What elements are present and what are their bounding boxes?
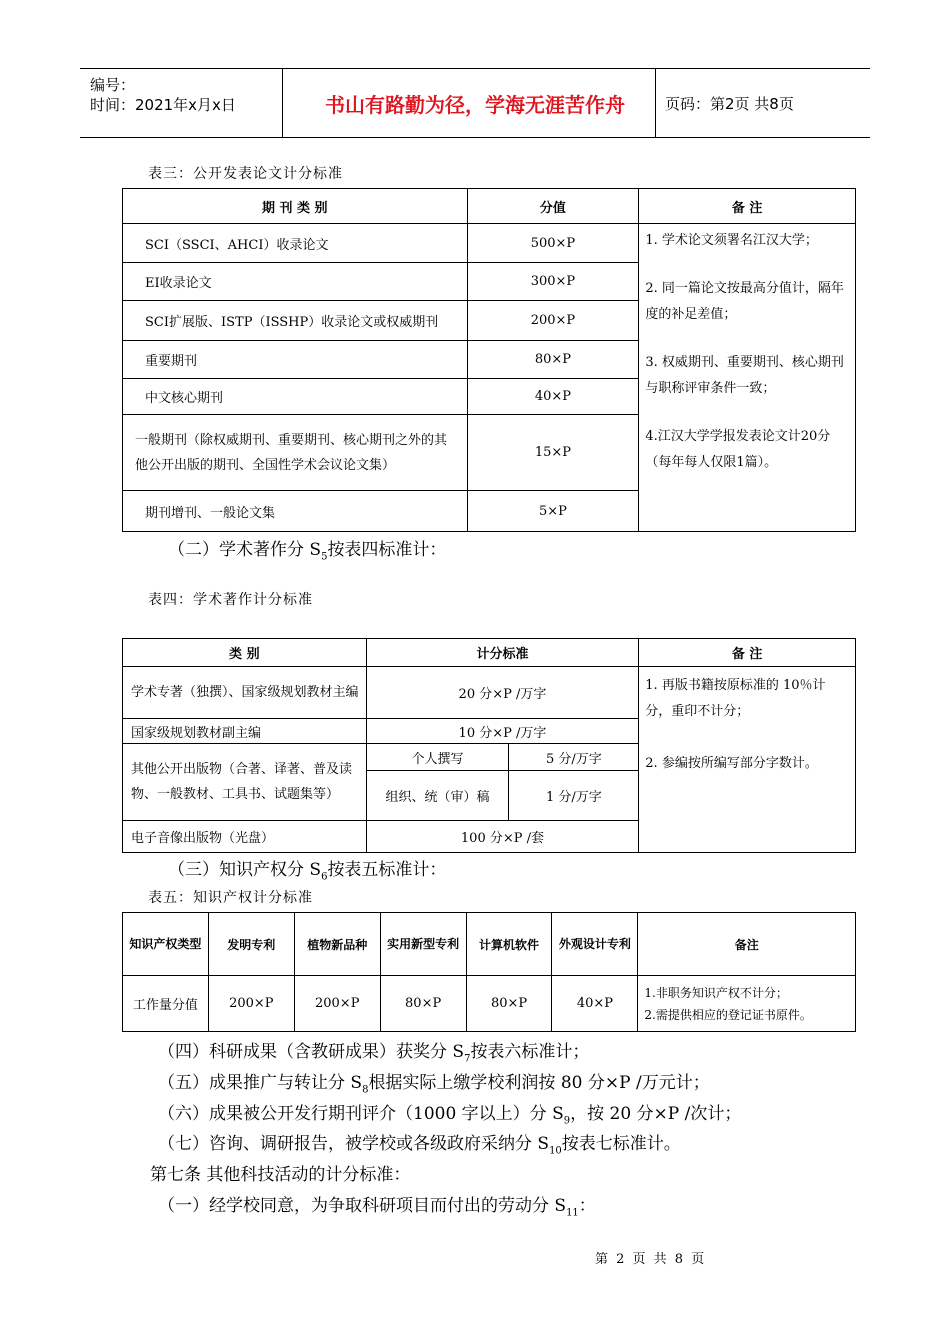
table5-header: 外观设计专利 [552,913,638,976]
note-item: 1.非职务知识产权不计分； [644,985,788,1000]
table5 [122,912,856,1032]
table4-header-standard: 计分标准 [366,639,639,667]
table5-header: 计算机软件 [466,913,552,976]
paragraph: （五）成果推广与转让分 $S_8$根据实际上缴学校利润按 80 分×P /万元计； [158,1073,710,1096]
table-cell: 100 分×P /套 [366,821,639,853]
table3-header-notes: 备 注 [639,189,856,224]
note-item: 2. 参编按所编写部分字数计。 [645,756,818,771]
page-info: 页码：第2页 共8页 [665,95,794,113]
table4-header-notes: 备 注 [639,639,856,667]
table-cell: 500×P [467,224,639,263]
table5-header: 备注 [638,913,856,976]
table5-header: 实用新型专利 [380,913,466,976]
table4-header-category: 类 别 [123,639,367,667]
paragraph: （四）科研成果（含教研成果）获奖分 $S_7$按表六标准计； [158,1042,590,1065]
page-header [80,68,870,138]
table-cell: 5×P [467,491,639,532]
table-cell: 80×P [466,976,552,1032]
table-cell: 200×P [208,976,294,1032]
table5-notes [638,976,856,1032]
table3-notes [639,224,856,532]
table-cell: 5 分/万字 [509,744,639,771]
paragraph: （七）咨询、调研报告，被学校或各级政府采纳分 $S_{10}$按表七标准计。 [158,1134,681,1157]
note-item: 2.需提供相应的登记证书原件。 [644,1007,812,1022]
table5-header: 植物新品种 [294,913,380,976]
paragraph: （二）学术著作分 $S_5$按表四标准计： [168,540,447,563]
paragraph: （六）成果被公开发行期刊评介（1000 字以上）分 $S_9$，按 20 分×P /次计； [158,1104,742,1127]
table5-header: 知识产权类型 [123,913,209,976]
table-cell: 重要期刊 [123,341,468,379]
table3-header-value: 分值 [467,189,639,224]
table4-caption: 表四：学术著作计分标准 [148,592,313,608]
table-cell: 组织、统（审）稿 [366,771,509,821]
table5-header: 发明专利 [208,913,294,976]
table-cell: 80×P [467,341,639,379]
header-motto: 书山有路勤为径，学海无涯苦作舟 [325,93,625,117]
header-divider [282,69,283,137]
table-cell: 200×P [294,976,380,1032]
table3 [122,188,856,532]
table-cell: 40×P [467,379,639,415]
table-cell: 其他公开出版物（合著、译著、普及读物、一般教材、工具书、试题集等） [123,744,367,821]
note-item: 4.江汉大学学报发表论文计20分（每年每人仅限1篇）。 [645,429,831,470]
table-cell: 20 分×P /万字 [366,667,639,719]
table-cell: 期刊增刊、一般论文集 [123,491,468,532]
table-cell: 200×P [467,301,639,341]
table-cell: SCI扩展版、ISTP（ISSHP）收录论文或权威期刊 [123,301,468,341]
table4 [122,638,856,853]
article-heading: 第七条 其他科技活动的计分标准： [150,1165,411,1185]
table4-notes [639,667,856,853]
paragraph: （一）经学校同意，为争取科研项目而付出的劳动分 $S_{11}$： [158,1196,596,1219]
note-item: 1. 再版书籍按原标准的 10％计分，重印不计分； [645,678,826,719]
table-cell: 10 分×P /万字 [366,719,639,744]
table3-caption: 表三：公开发表论文计分标准 [148,166,343,182]
table-cell: 80×P [380,976,466,1032]
table-cell: 300×P [467,263,639,301]
note-item: 2. 同一篇论文按最高分值计，隔年度的补足差值； [645,281,844,322]
table-cell: 工作量分值 [123,976,209,1032]
paragraph: （三）知识产权分 $S_6$按表五标准计： [168,860,447,883]
table-cell: 15×P [467,415,639,491]
page-footer: 第 2 页 共 8 页 [595,1252,707,1267]
table-cell: 1 分/万字 [509,771,639,821]
table-cell: 一般期刊（除权威期刊、重要期刊、核心期刊之外的其他公开出版的期刊、全国性学术会议论文集） [123,415,468,491]
table-cell: 个人撰写 [366,744,509,771]
table-cell: 中文核心期刊 [123,379,468,415]
table-cell: 电子音像出版物（光盘） [123,821,367,853]
table-cell: 40×P [552,976,638,1032]
table-cell: 学术专著（独撰）、国家级规划教材主编 [123,667,367,719]
table3-header-category: 期 刊 类 别 [123,189,468,224]
doc-time-label: 时间：2021年x月x日 [90,96,236,114]
note-item: 1. 学术论文须署名江汉大学； [645,233,818,248]
note-item: 3. 权威期刊、重要期刊、核心期刊与职称评审条件一致； [645,355,844,396]
table5-caption: 表五：知识产权计分标准 [148,890,313,906]
table-cell: 国家级规划教材副主编 [123,719,367,744]
table-cell: SCI（SSCI、AHCI）收录论文 [123,224,468,263]
table-cell: EI收录论文 [123,263,468,301]
doc-number-label: 编号： [90,76,136,94]
